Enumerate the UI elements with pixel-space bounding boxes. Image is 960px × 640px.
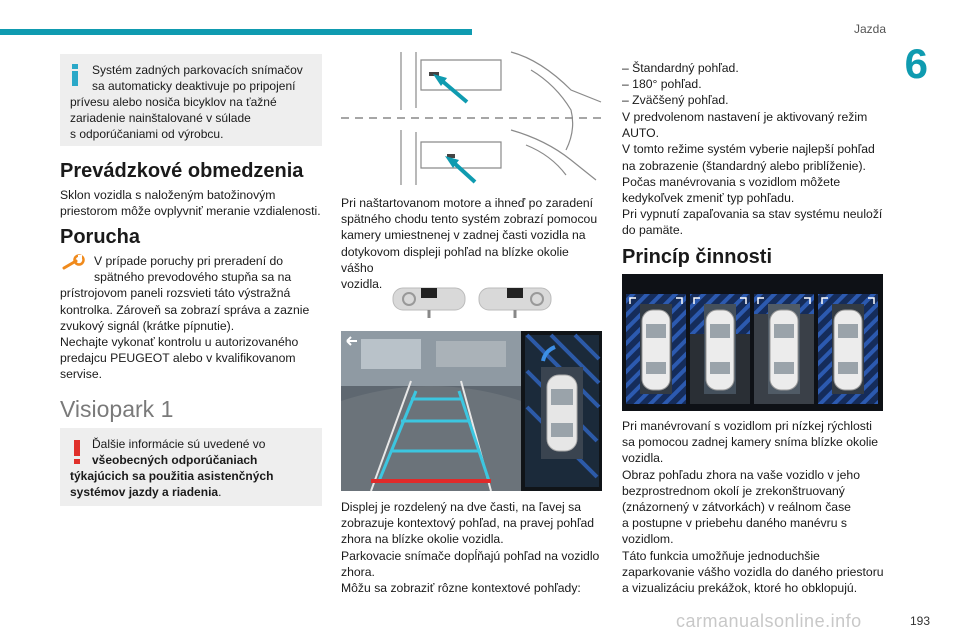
- text-line: (znázornený v zátvorkách) v reálnom čase: [622, 500, 851, 515]
- text-line: predajcu PEUGEOT alebo v kvalifikovanom: [60, 351, 296, 366]
- camera-intro-paragraph: [341, 195, 603, 292]
- text-line: kedykoľvek zmeniť typ pohľadu.: [622, 191, 795, 206]
- list-item: – Zväčšený pohľad.: [622, 93, 729, 108]
- top-view-sequence-illustration: [622, 274, 883, 411]
- text-line: Obraz pohľadu zhora na vaše vozidlo v jeho: [622, 467, 860, 482]
- text-line: Nechajte vykonať kontrolu u autorizovaného: [60, 335, 299, 350]
- text-line: kamery umiestnenej v zadnej časti vozidla na: [341, 228, 586, 243]
- watermark: carmanualsonline.info: [676, 611, 862, 631]
- text-line: V predvolenom nastavení je aktivovaný režim: [622, 110, 868, 124]
- heading-porucha: Porucha: [60, 226, 141, 248]
- list-item: – 180° pohľad.: [622, 77, 702, 92]
- warning-note-line: Ďalšie informácie sú uvedené vo: [92, 437, 266, 451]
- princip-paragraph: [622, 418, 884, 596]
- text-line: Počas manévrovania s vozidlom môžete: [622, 174, 841, 189]
- info-note-line: zariadenie nainštalované v súlade: [70, 111, 251, 125]
- vehicle-rear-camera-illustration: [341, 50, 603, 186]
- warning-note-line: týkajúcich sa použitia asistenčných: [70, 469, 274, 483]
- text-line: zaparkovanie vášho vozidla do daného priestoru: [622, 564, 884, 579]
- auto-mode-paragraph: [622, 109, 884, 239]
- text-line: a vizualizáciu prekážok, ktoré ho obklopujú.: [622, 581, 858, 596]
- text-line: dotykovom displeji pohľad na blízke okolie vášho: [341, 244, 569, 275]
- display-description-paragraph: [341, 499, 603, 596]
- text-line: spätného prevodového stupňa sa na: [94, 270, 292, 285]
- view-types-list: [622, 60, 884, 109]
- warning-note-line: systémov jazdy a riadenia.: [70, 485, 222, 499]
- text-line: priestorom môže ovplyvniť meranie vzdialenosti.: [60, 204, 321, 219]
- porucha-paragraph: [60, 253, 322, 383]
- text-line: na zobrazenie (štandardný alebo priblíženie).: [622, 158, 866, 173]
- text-line: vozidla.: [622, 451, 664, 466]
- page-number: 193: [909, 614, 930, 628]
- info-icon: [71, 64, 79, 86]
- text-line: zobrazuje kontextový pohľad, na pravej pohľad: [341, 516, 595, 531]
- warning-note-line: všeobecných odporúčaniach: [92, 453, 258, 467]
- section-name: Jazda: [853, 22, 886, 36]
- text-line: prístrojovom paneli rozsvieti táto výstražná: [60, 286, 291, 301]
- text-line: Displej je rozdelený na dve časti, na ľavej sa: [341, 500, 581, 514]
- chapter-number: 6: [904, 40, 928, 87]
- info-note-line: sa automaticky deaktivuje po pripojení: [92, 79, 296, 93]
- text-line: AUTO.: [622, 126, 660, 141]
- text-line: V prípade poruchy pri preradení do: [94, 254, 284, 268]
- text-line: do pamäte.: [622, 223, 683, 238]
- obmedzenia-paragraph: [60, 187, 322, 219]
- text-line: zhora na blízke okolie vozidla.: [341, 532, 504, 547]
- text-line: a postupne v priebehu daného manévru s: [622, 516, 847, 531]
- info-note-line: s odporúčaniami od výrobcu.: [70, 127, 224, 141]
- heading-visiopark: Visiopark 1: [60, 396, 174, 422]
- heading-princip: Princíp činnosti: [622, 246, 773, 268]
- text-line: spätného chodu tento systém zobrazí pomocou: [341, 212, 598, 227]
- list-item: – Štandardný pohľad.: [622, 61, 739, 75]
- text-line: Pri manévrovaní s vozidlom pri nízkej rýchlosti: [622, 419, 872, 433]
- text-line: Pri vypnutí zapaľovania sa stav systému neuloží: [622, 207, 883, 222]
- text-line: vozidla.: [341, 277, 383, 292]
- text-line: sa pomocou zadnej kamery sníma blízke okolie: [622, 435, 879, 450]
- text-line: Táto funkcia umožňuje jednoduchšie: [622, 548, 820, 563]
- text-line: vozidlom.: [622, 532, 674, 547]
- text-line: kontrolka. Zároveň sa zobrazí správa a zaznie: [60, 302, 310, 317]
- camera-display-screenshot: [341, 331, 602, 491]
- text-line: Môžu sa zobraziť rôzne kontextové pohľady:: [341, 581, 581, 596]
- text-line: V tomto režime systém vyberie najlepší pohľad: [622, 142, 875, 157]
- warning-note-box: [60, 428, 322, 506]
- info-note-line: prívesu alebo nosiča bicyklov na ťažné: [70, 95, 277, 109]
- rear-view-mirror-icons: [391, 284, 555, 320]
- info-note-box: [60, 54, 322, 146]
- text-line: servise.: [60, 367, 102, 382]
- text-line: zvukový signál (krátke pípnutie).: [60, 318, 235, 333]
- header-accent-bar: [0, 29, 472, 35]
- warning-icon: [74, 440, 80, 464]
- info-note-line: Systém zadných parkovacích snímačov: [92, 63, 303, 77]
- text-line: Pri naštartovanom motore a ihneď po zaradení: [341, 196, 594, 210]
- text-line: zhora.: [341, 564, 375, 579]
- text-line: bezprostrednom okolí je zrekonštruovaný: [622, 483, 845, 498]
- heading-obmedzenia: Prevádzkové obmedzenia: [60, 160, 304, 182]
- text-line: Sklon vozidla s naloženým batožinovým: [60, 188, 276, 202]
- text-line: Parkovacie snímače dopĺňajú pohľad na vozidlo: [341, 548, 600, 563]
